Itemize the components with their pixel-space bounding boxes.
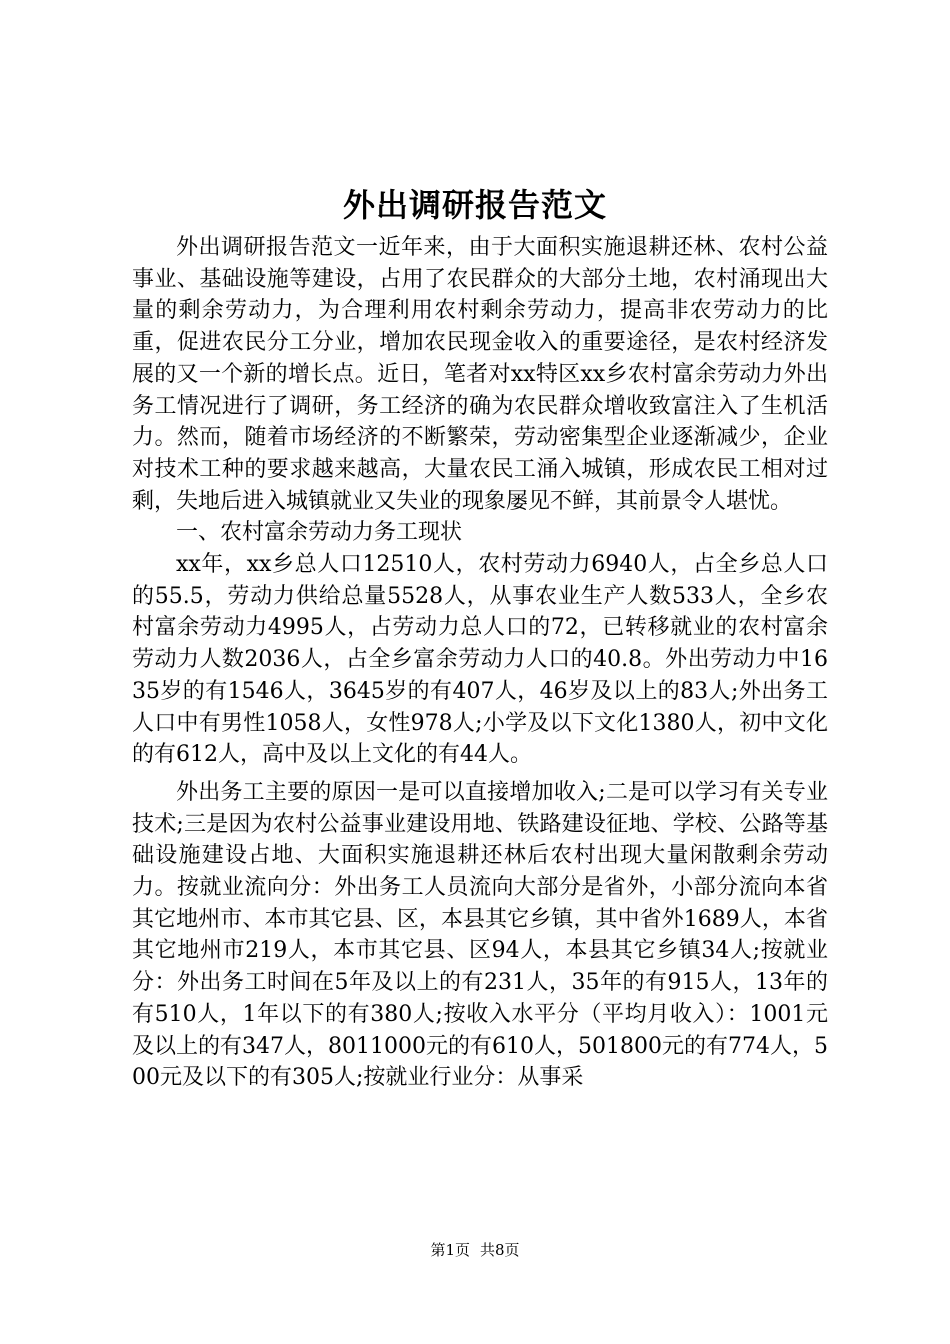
paragraph-reasons: 外出务工主要的原因一是可以直接增加收入;二是可以学习有关专业技术;三是因为农村公益事业建设用地、铁路建设征地、学校、公路等基础设施建设占地、大面积实施退耕还林后农村出现大量闲散剩余劳动力。按就业流向分：外出务工人员流向大部分是省外，小部分流向本省其它地州市、本市其它县、区，本县其它乡镇，其中省外1689人，本省其它地州市219人，本市其它县、区94人，本县其它乡镇34人;按就业分：外出务工时间在5年及以上的有231人，35年的有915人，13年的有510人，1年以下的有380人;按收入水平分（平均月收入）：1001元及以上的有347人，8011000元的有610人，501800元的有774人，500元及以下的有305人;按就业行业分：从事采 bbox=[132, 779, 828, 1091]
paragraph-intro: 外出调研报告范文一近年来，由于大面积实施退耕还林、农村公益事业、基础设施等建设，占用了农民群众的大部分土地，农村涌现出大量的剩余劳动力，为合理利用农村剩余劳动力，提高非农劳动力的比重，促进农民分工分业，增加农民现金收入的重要途径，是农村经济发展的又一个新的增长点。近日，笔者对xx特区xx乡农村富余劳动力外出务工情况进行了调研，务工经济的确为农民群众增收致富注入了生机活力。然而，随着市场经济的不断繁荣，劳动密集型企业逐渐减少，企业对技术工种的要求越来越高，大量农民工涌入城镇，形成农民工相对过剩，失地后进入城镇就业又失业的现象屡见不鲜，其前景令人堪忧。 bbox=[132, 235, 828, 514]
document-title: 外出调研报告范文 bbox=[342, 186, 607, 224]
page-number: 第1页 bbox=[430, 1241, 470, 1259]
page-total: 共8页 bbox=[480, 1241, 520, 1259]
document-body bbox=[132, 232, 828, 1094]
section-heading: 一、农村富余劳动力务工现状 bbox=[176, 520, 463, 546]
page-footer bbox=[0, 1240, 950, 1260]
paragraph-statistics: xx年，xx乡总人口12510人，农村劳动力6940人，占全乡总人口的55.5，劳动力供给总量5528人，从事农业生产人数533人，全乡农村富余劳动力4995人，占劳动力总人口的72，已转移就业的农村富余劳动力人数2036人，占全乡富余劳动力人口的40.8。外出劳动力中1635岁的有1546人，3645岁的有407人，46岁及以上的83人;外出务工人口中有男性1058人，女性978人;小学及以下文化1380人，初中文化的有612人，高中及以上文化的有44人。 bbox=[132, 552, 828, 768]
